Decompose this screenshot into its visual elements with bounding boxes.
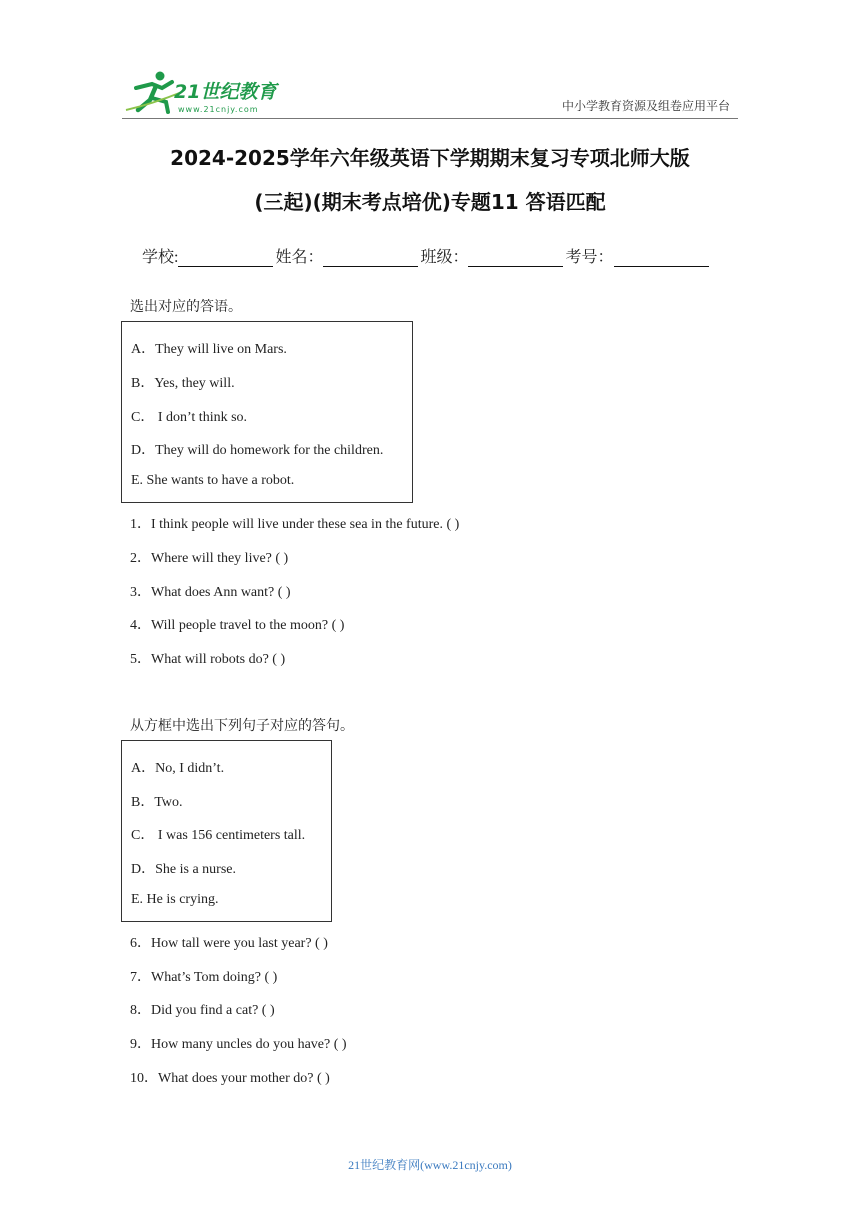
option-item: B．Two. (131, 795, 183, 810)
question-item: 8．Did you find a cat? ( ) (130, 1003, 275, 1018)
info-field-name: 姓名： (275, 244, 420, 267)
option-item: D．She is a nurse. (131, 862, 236, 877)
page-title-line-1: 2024-2025学年六年级英语下学期期末复习专项北师大版 (170, 146, 690, 170)
page-title-line-2: (三起)(期末考点培优)专题11 答语匹配 (254, 190, 606, 214)
header-divider (122, 118, 738, 119)
question-item: 5．What will robots do? ( ) (130, 652, 286, 667)
option-item: B．Yes, they will. (131, 376, 235, 391)
option-item: E. He is crying. (131, 892, 219, 907)
info-field-school: 学校: (142, 244, 275, 267)
platform-label: 中小学教育资源及组卷应用平台 (561, 99, 730, 113)
option-item: C． I was 156 centimeters tall. (131, 828, 306, 843)
question-item: 10．What does your mother do? ( ) (130, 1071, 330, 1086)
option-item: D．They will do homework for the children. (131, 443, 384, 458)
question-item: 3．What does Ann want? ( ) (130, 585, 291, 600)
question-item: 6．How tall were you last year? ( ) (130, 936, 328, 951)
section1-options-box (121, 321, 413, 503)
section2-instruction: 从方框中选出下列句子对应的答句。 (130, 719, 354, 734)
option-item: C． I don’t think so. (131, 410, 248, 425)
section2-options-box (121, 740, 332, 922)
section1-instruction: 选出对应的答语。 (130, 300, 242, 315)
blank-line (468, 248, 563, 267)
blank-line (323, 248, 418, 267)
site-logo (122, 70, 292, 116)
question-item: 1．I think people will live under these sea in the future. ( ) (130, 517, 460, 532)
question-item: 7．What’s Tom doing? ( ) (130, 970, 278, 985)
logo-url: www.21cnjy.com (178, 105, 259, 114)
option-item: A．No, I didn’t. (131, 761, 225, 776)
question-item: 9．How many uncles do you have? ( ) (130, 1037, 347, 1052)
question-item: 2．Where will they live? ( ) (130, 551, 289, 566)
blank-line (614, 248, 709, 267)
footer-link[interactable]: 21世纪教育网(www.21cnjy.com) (348, 1158, 512, 1172)
option-item: E. She wants to have a robot. (131, 473, 295, 488)
logo-wordmark: 21世纪教育 (174, 81, 277, 103)
question-item: 4．Will people travel to the moon? ( ) (130, 618, 345, 633)
student-info-row (142, 244, 711, 267)
info-field-class: 班级： (420, 244, 565, 267)
option-item: A．They will live on Mars. (131, 342, 287, 357)
blank-line (178, 248, 273, 267)
info-field-exam-number: 考号： (565, 244, 710, 267)
